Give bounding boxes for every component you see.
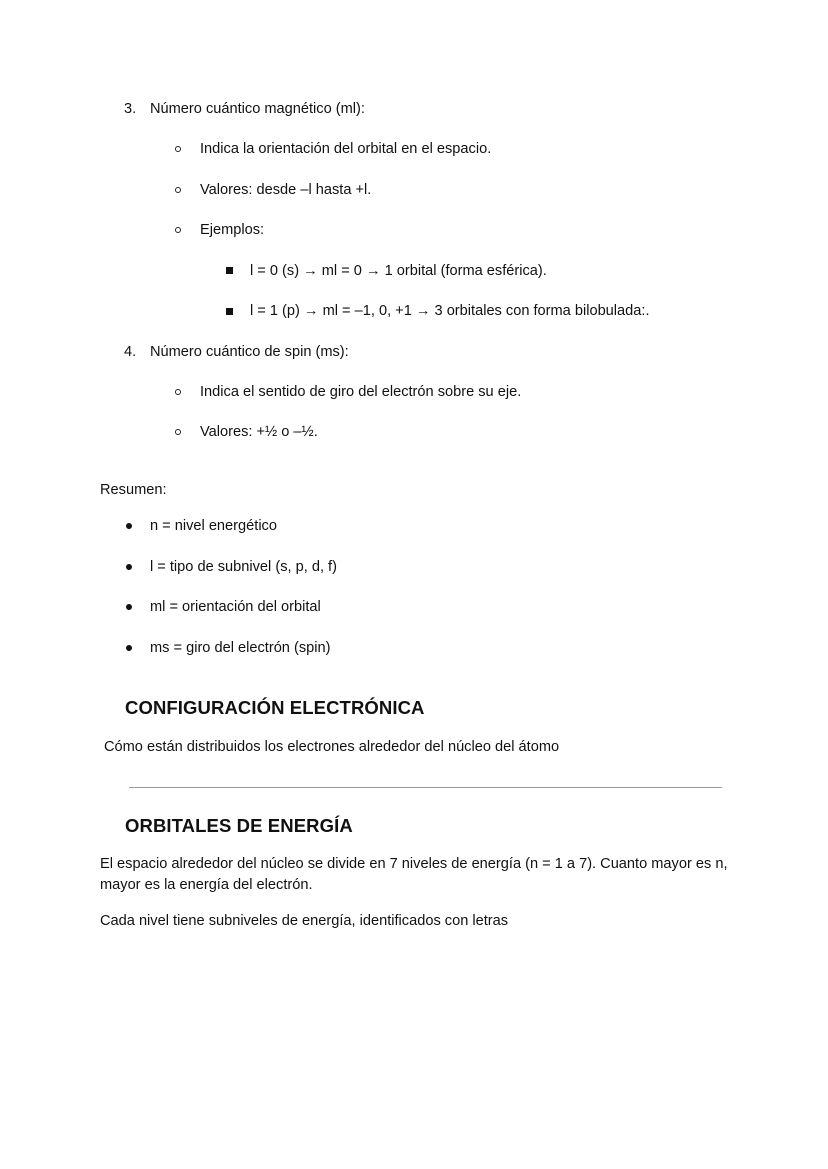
bullet-dot-icon	[126, 523, 132, 529]
bullet-dot-icon	[126, 645, 132, 651]
hollow-bullet-icon	[175, 227, 181, 233]
bullet-dot-icon	[126, 604, 132, 610]
orbitals-paragraph-2: Cada nivel tiene subniveles de energía, identificados con letras	[100, 913, 509, 929]
horizontal-divider	[129, 787, 722, 788]
item4-title: Número cuántico de spin (ms):	[150, 344, 349, 360]
item3-bullet-1: Indica la orientación del orbital en el espacio.	[200, 141, 492, 157]
config-heading: CONFIGURACIÓN ELECTRÓNICA	[125, 697, 425, 718]
orbitals-paragraph-1: El espacio alrededor del núcleo se divide en 7 niveles de energía (n = 1 a 7). Cuanto mayor es n, mayor es la energía del electrón.	[100, 856, 728, 893]
item3-bullet-2: Valores: desde –l hasta +l.	[200, 182, 372, 198]
summary-item-4: ms = giro del electrón (spin)	[150, 640, 331, 656]
example-2: l = 1 (p) → ml = –1, 0, +1 → 3 orbitales con forma bilobulada:.	[250, 303, 650, 319]
hollow-bullet-icon	[175, 389, 181, 395]
item4-bullet-1: Indica el sentido de giro del electrón sobre su eje.	[200, 384, 522, 400]
example-1: l = 0 (s) → ml = 0 → 1 orbital (forma esférica).	[250, 263, 547, 279]
item3-bullet-3: Ejemplos:	[200, 222, 265, 238]
config-description: Cómo están distribuidos los electrones alrededor del núcleo del átomo	[104, 739, 560, 755]
summary-label: Resumen:	[100, 482, 167, 498]
summary-item-2: l = tipo de subnivel (s, p, d, f)	[150, 559, 337, 575]
summary-item-3: ml = orientación del orbital	[150, 599, 321, 615]
item3-title: Número cuántico magnético (ml):	[150, 101, 365, 117]
hollow-bullet-icon	[175, 429, 181, 435]
square-bullet-icon	[226, 308, 233, 315]
bullet-dot-icon	[126, 564, 132, 570]
summary-item-1: n = nivel energético	[150, 518, 277, 534]
square-bullet-icon	[226, 267, 233, 274]
list-number-3: 3.	[124, 101, 137, 117]
orbitals-heading: ORBITALES DE ENERGÍA	[125, 815, 353, 836]
hollow-bullet-icon	[175, 187, 181, 193]
hollow-bullet-icon	[175, 146, 181, 152]
item4-bullet-2: Valores: +½ o –½.	[200, 424, 318, 440]
list-number-4: 4.	[124, 344, 137, 360]
